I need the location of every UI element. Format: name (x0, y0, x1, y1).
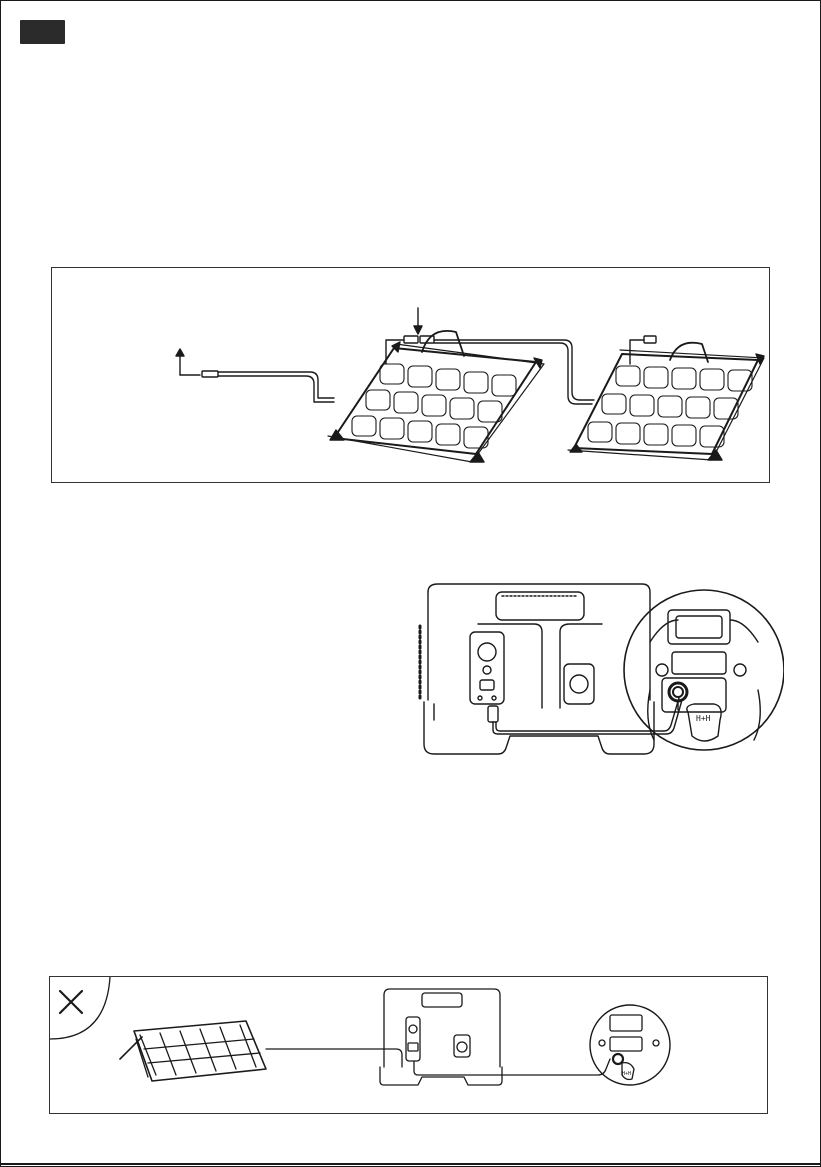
quarter-badge (50, 977, 110, 1039)
page-bottom-rule (0, 1163, 821, 1165)
power-station (420, 584, 682, 754)
mc4-connector-c (644, 336, 656, 343)
power-station-small (380, 989, 610, 1085)
inset-label: H+H (696, 714, 711, 723)
series-connection-diagram (52, 268, 769, 482)
station-connection-diagram (414, 580, 784, 760)
figure-series-connection (51, 267, 770, 483)
mc4-connector-a (404, 336, 418, 343)
section-badge (20, 20, 65, 44)
wrong-connection-diagram (50, 977, 767, 1113)
inset-zoom (624, 590, 784, 750)
junction-arrow-icon (414, 308, 422, 334)
figure-wrong-connection (49, 976, 768, 1114)
inset-label-small: H+H (622, 1071, 632, 1077)
figure-connection-to-station (414, 580, 784, 760)
cross-icon (60, 991, 82, 1013)
input-plug (488, 706, 498, 722)
output-arrow-icon (176, 349, 200, 375)
output-connector (202, 371, 218, 377)
tilted-solar-panel (120, 1021, 266, 1081)
